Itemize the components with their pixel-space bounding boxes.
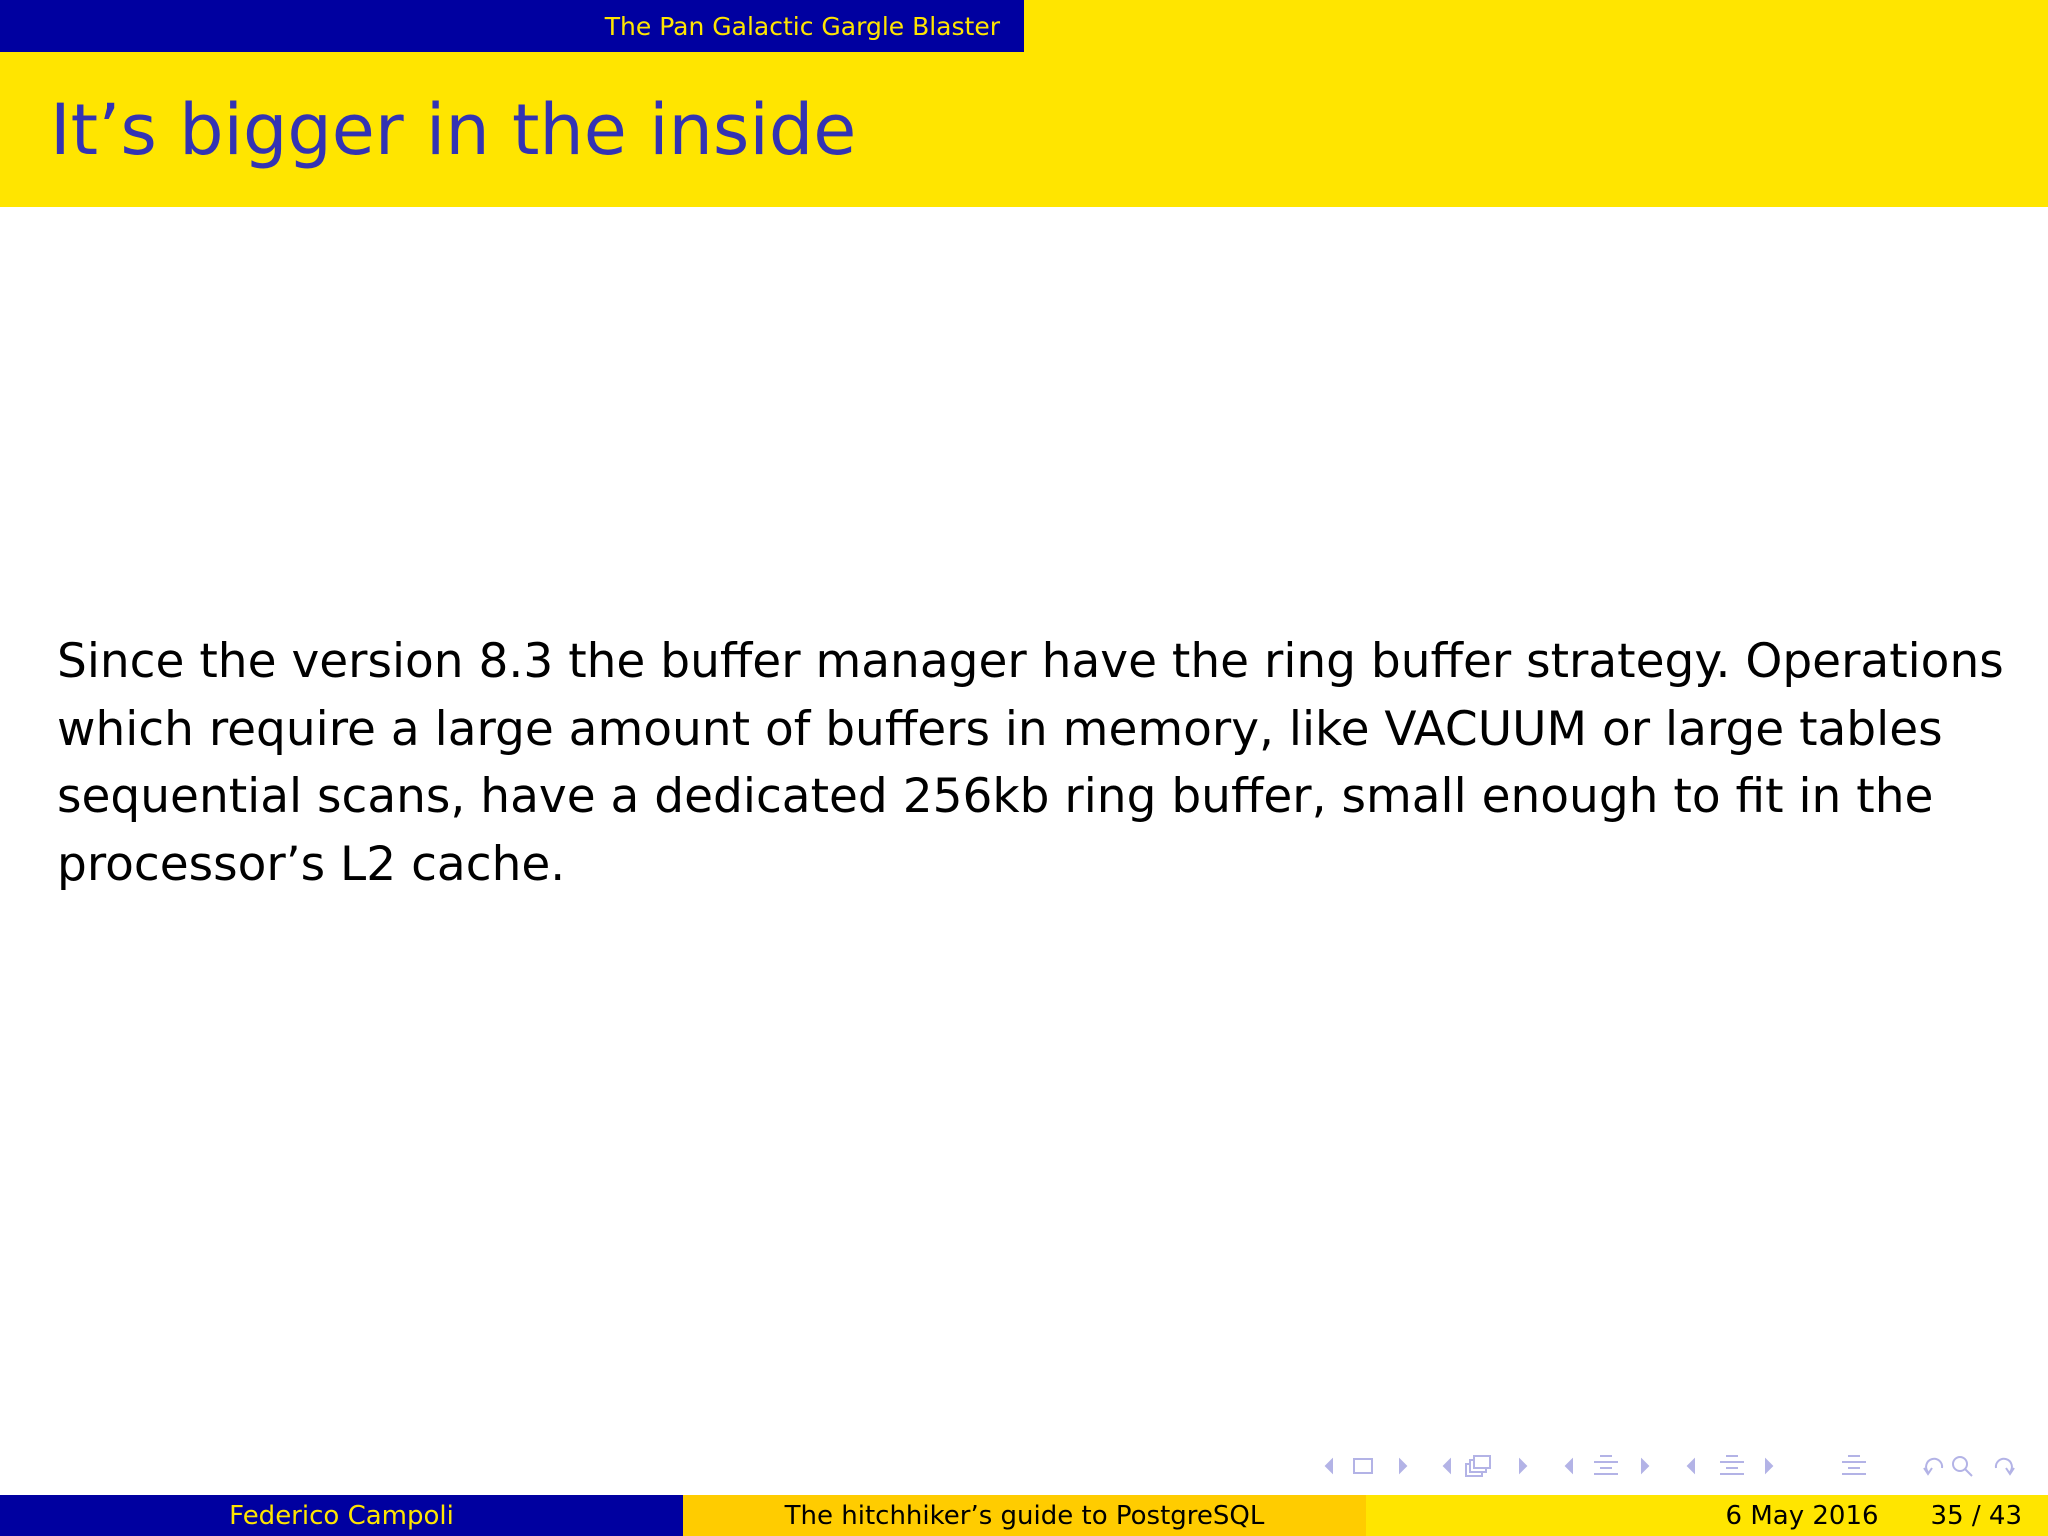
footer-author[interactable] (0, 1495, 683, 1536)
slide-title: It’s bigger in the inside (50, 88, 857, 171)
frame-next-icon[interactable] (1400, 1460, 1406, 1472)
toc-icon[interactable] (1842, 1456, 1866, 1474)
search-icon[interactable] (1953, 1457, 1972, 1476)
doc-prev-icon[interactable] (1688, 1460, 1694, 1472)
footer-title[interactable] (683, 1495, 1366, 1536)
section-next-icon[interactable] (1642, 1460, 1648, 1472)
subsection-next-icon[interactable] (1520, 1460, 1526, 1472)
back-icon[interactable] (1924, 1459, 1942, 1474)
frame-icon[interactable] (1354, 1459, 1372, 1473)
headline-bar (0, 0, 2048, 52)
forward-icon[interactable] (1996, 1459, 2014, 1474)
footline (0, 1495, 2048, 1536)
section-title[interactable]: The Pan Galactic Gargle Blaster (604, 11, 1000, 41)
section-navigation[interactable] (0, 0, 1024, 52)
footer-date: 6 May 2016 (1725, 1500, 1879, 1531)
subsection-icon[interactable] (1466, 1456, 1490, 1476)
footer-title-text[interactable]: The hitchhiker’s guide to PostgreSQL (784, 1500, 1265, 1531)
section-icon[interactable] (1594, 1456, 1618, 1474)
doc-icon[interactable] (1720, 1456, 1744, 1474)
footer-author-text[interactable]: Federico Campoli (229, 1500, 454, 1531)
subsection-prev-icon[interactable] (1444, 1460, 1450, 1472)
section-prev-icon[interactable] (1566, 1460, 1572, 1472)
navigation-symbols (1310, 1448, 2038, 1484)
doc-next-icon[interactable] (1766, 1460, 1772, 1472)
frame-title-bar (0, 52, 2048, 207)
slide-body-text: Since the version 8.3 the buffer manager have the ring buffer strategy. Operations which require a large amount of buffers in memory, like VACUUM or large tables sequential scans, have a dedicated 256kb ring buffer, small enough to fit in the processor’s L2 cache. (57, 634, 2004, 892)
frame-prev-icon[interactable] (1326, 1460, 1332, 1472)
footer-page-number: 35 / 43 (1930, 1500, 2022, 1531)
footer-date-page (1366, 1495, 2048, 1536)
